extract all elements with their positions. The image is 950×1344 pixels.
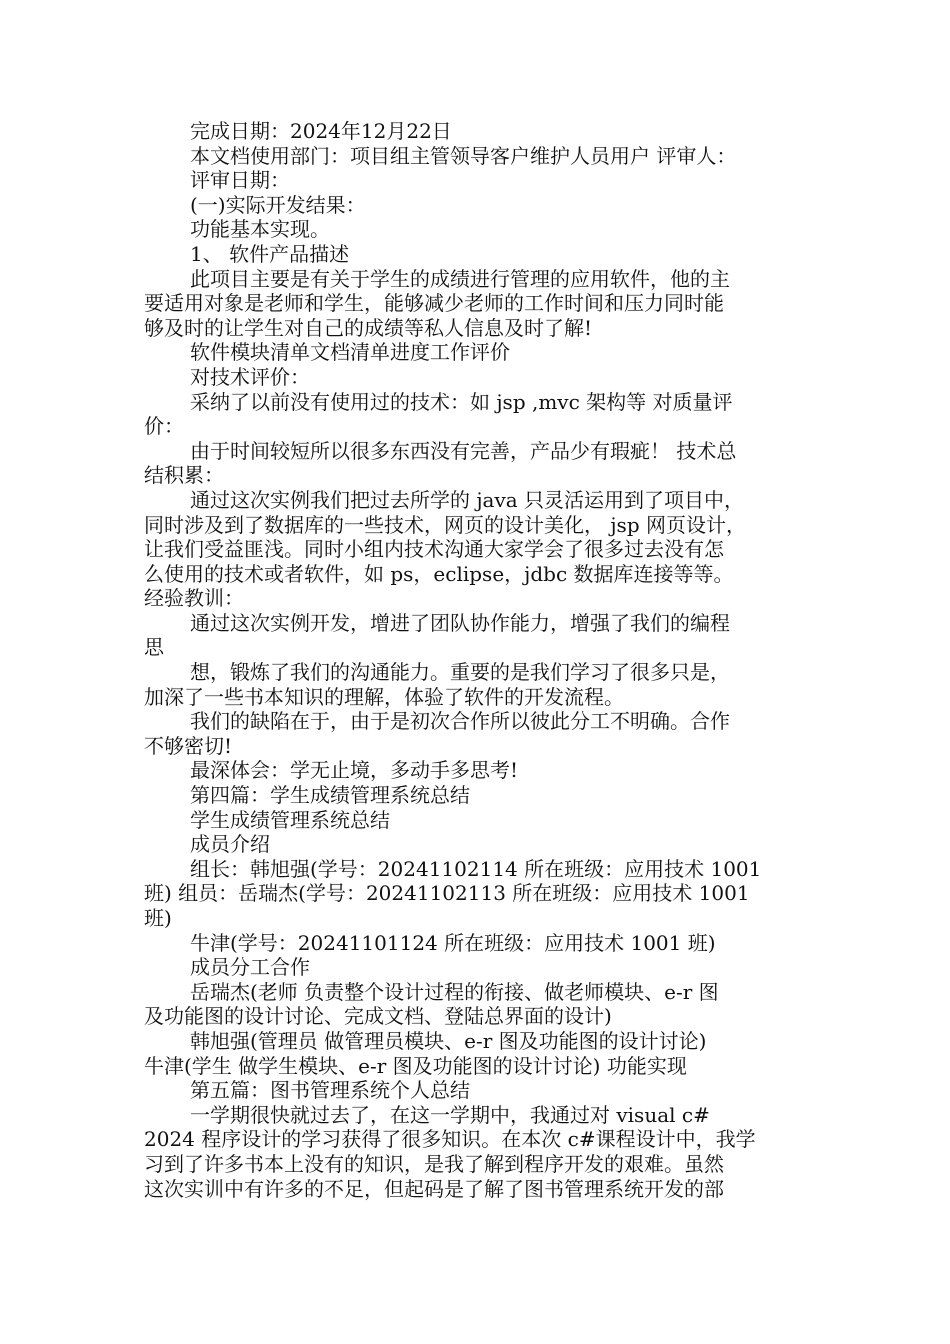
text-line: 最深体会：学无止境，多动手多思考! [190, 758, 519, 783]
text-line: 思 [144, 635, 164, 660]
text-line: 加深了一些书本知识的理解，体验了软件的开发流程。 [144, 684, 624, 709]
text-line: (一)实际开发结果： [190, 192, 366, 217]
text-line: 一学期很快就过去了，在这一学期中，我通过对 visual c# [190, 1102, 710, 1127]
text-line: 完成日期：2024年12月22日 [190, 119, 452, 143]
text-line: 韩旭强(管理员 做管理员模块、e-r 图及功能图的设计讨论) [190, 1028, 707, 1053]
text-line: 此项目主要是有关于学生的成绩进行管理的应用软件，他的主 [190, 266, 730, 291]
text-line: 采纳了以前没有使用过的技术：如 jsp ,mvc 架构等 对质量评 [190, 389, 733, 414]
text-line: 2024 程序设计的学习获得了很多知识。在本次 c#课程设计中，我学 [144, 1127, 756, 1152]
text-line: 第四篇：学生成绩管理系统总结 [190, 783, 470, 808]
text-line: 不够密切! [144, 733, 233, 758]
text-line: 功能基本实现。 [190, 217, 330, 242]
text-line: 让我们受益匪浅。同时小组内技术沟通大家学会了很多过去没有怎 [144, 537, 724, 562]
text-line: 1、 软件产品描述 [190, 241, 350, 266]
text-line: 么使用的技术或者软件，如 ps，eclipse，jdbc 数据库连接等等。 [144, 561, 734, 586]
text-line: 价： [144, 414, 184, 439]
text-line: 组长：韩旭强(学号：20241102114 所在班级：应用技术 1001 [190, 856, 762, 881]
text-line: 通过这次实例开发，增进了团队协作能力，增强了我们的编程 [190, 610, 730, 635]
text-line: 班) 组员：岳瑞杰(学号：20241102113 所在班级：应用技术 1001 [144, 881, 750, 906]
text-line: 评审日期： [190, 168, 290, 193]
text-line: 经验教训： [144, 586, 244, 611]
text-line: 班) [144, 906, 172, 930]
document-page [144, 119, 806, 1201]
text-line: 及功能图的设计讨论、完成文档、登陆总界面的设计) [144, 1004, 612, 1029]
text-line: 要适用对象是老师和学生，能够减少老师的工作时间和压力同时能 [144, 291, 724, 316]
text-line: 我们的缺陷在于，由于是初次合作所以彼此分工不明确。合作 [190, 709, 730, 734]
text-line: 结积累： [144, 463, 224, 488]
text-line: 成员分工合作 [190, 955, 310, 980]
text-line: 通过这次实例我们把过去所学的 java 只灵活运用到了项目中， [190, 487, 745, 512]
text-line: 这次实训中有许多的不足，但起码是了解了图书管理系统开发的部 [144, 1176, 724, 1201]
text-line: 牛津(学生 做学生模块、e-r 图及功能图的设计讨论) 功能实现 [144, 1053, 687, 1078]
text-line: 牛津(学号：20241101124 所在班级：应用技术 1001 班) [190, 930, 716, 955]
text-line: 本文档使用部门：项目组主管领导客户维护人员用户 评审人： [190, 143, 737, 168]
text-line: 习到了许多书本上没有的知识，是我了解到程序开发的艰难。虽然 [144, 1151, 724, 1176]
text-line: 想，锻炼了我们的沟通能力。重要的是我们学习了很多只是， [190, 660, 730, 685]
text-line: 成员介绍 [190, 832, 270, 857]
text-line: 第五篇：图书管理系统个人总结 [190, 1078, 470, 1103]
text-line: 软件模块清单文档清单进度工作评价 [190, 340, 510, 365]
text-line: 够及时的让学生对自己的成绩等私人信息及时了解! [144, 315, 593, 340]
text-line: 学生成绩管理系统总结 [190, 807, 390, 832]
text-line: 岳瑞杰(老师 负责整个设计过程的衔接、做老师模块、e-r 图 [190, 979, 719, 1004]
text-line: 对技术评价： [190, 364, 310, 389]
text-line: 同时涉及到了数据库的一些技术，网页的设计美化， jsp 网页设计， [144, 512, 746, 537]
text-line: 由于时间较短所以很多东西没有完善，产品少有瑕疵！ 技术总 [190, 438, 737, 463]
